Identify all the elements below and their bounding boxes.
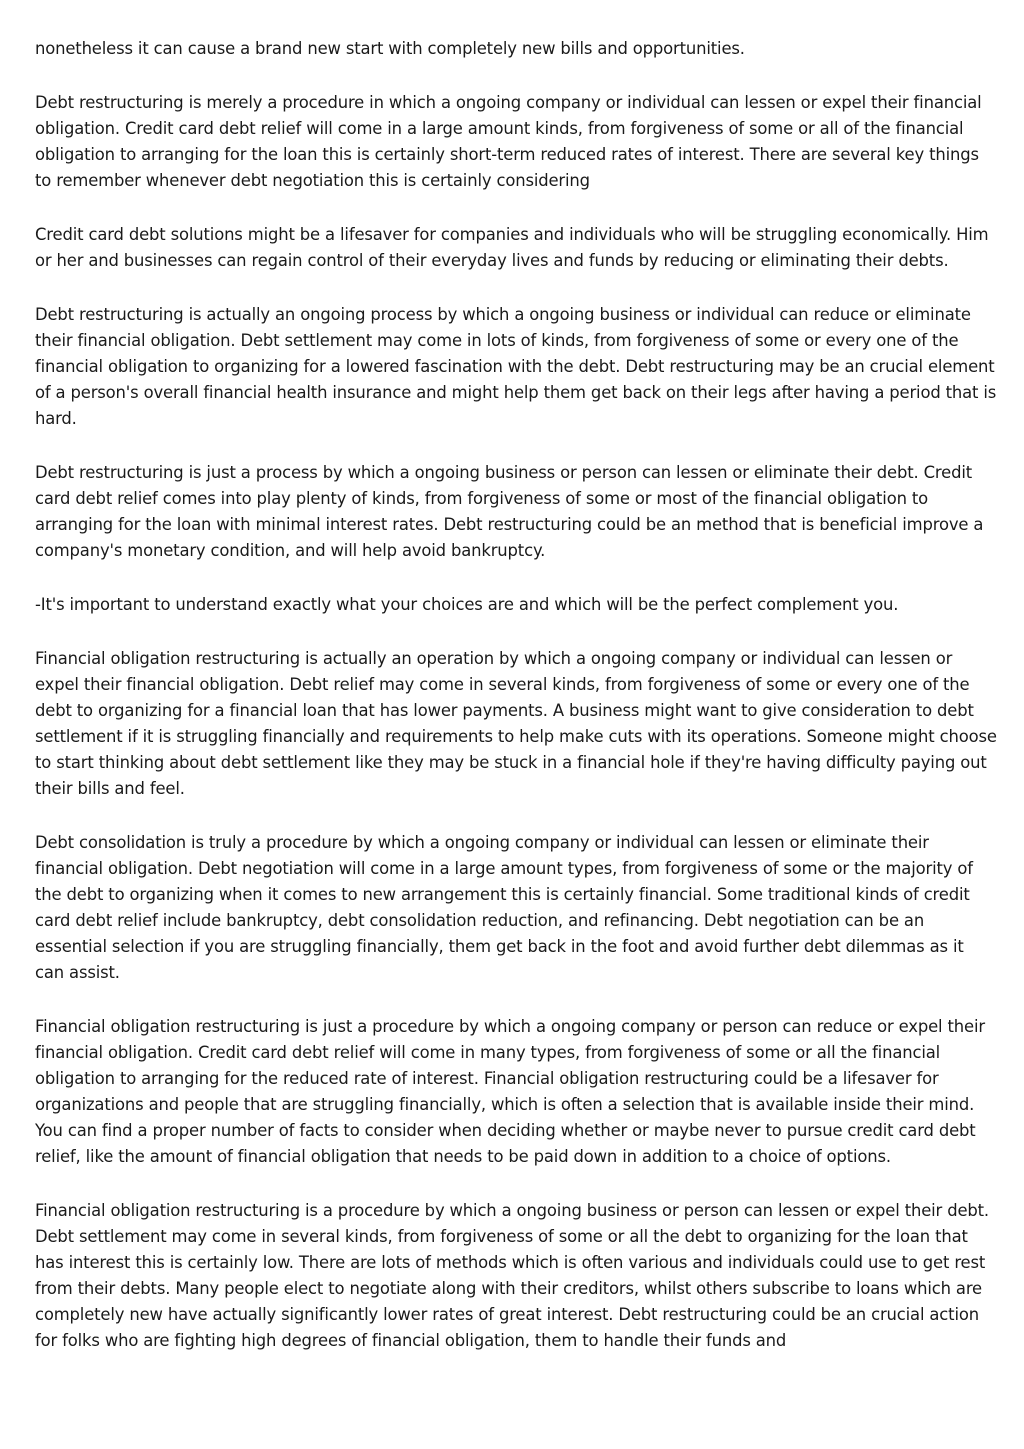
paragraph-3: Credit card debt solutions might be a lifesaver for companies and individuals who will be struggling economically. Him or her and businesses can regain control of their everyday lives and funds by reducing or eliminating their debts. — [35, 225, 989, 270]
document-body — [35, 36, 997, 1382]
paragraph-4: Debt restructuring is actually an ongoing process by which a ongoing business or individual can reduce or eliminate their financial obligation. Debt settlement may come in lots of kinds, from forgiveness of some or every one of the financial obligation to organizing for a lowered fascination with the debt. Debt restructuring may be an crucial element of a person's overall financial health insurance and might help them get back on their legs after having a period that is hard. — [35, 305, 997, 428]
paragraph-10: Financial obligation restructuring is a procedure by which a ongoing business or person can lessen or expel their debt. Debt settlement may come in several kinds, from forgiveness of some or all the debt to organizing for the loan that has interest this is certainly low. There are lots of methods which is often various and individuals could use to get rest from their debts. Many people elect to negotiate along with their creditors, whilst others subscribe to loans which are completely new have actually significantly lower rates of great interest. Debt restructuring could be an crucial action for folks who are fighting high degrees of financial obligation, them to handle their funds and — [35, 1201, 989, 1350]
paragraph-8: Debt consolidation is truly a procedure by which a ongoing company or individual can lessen or eliminate their financial obligation. Debt negotiation will come in a large amount types, from forgiveness of some or the majority of the debt to organizing when it comes to new arrangement this is certainly financial. Some traditional kinds of credit card debt relief include bankruptcy, debt consolidation reduction, and refinancing. Debt negotiation can be an essential selection if you are struggling financially, them get back in the foot and avoid further debt dilemmas as it can assist. — [35, 833, 973, 982]
paragraph-2: Debt restructuring is merely a procedure in which a ongoing company or individual can lessen or expel their financial obligation. Credit card debt relief will come in a large amount kinds, from forgiveness of some or all of the financial obligation to arranging for the loan this is certainly short-term reduced rates of interest. There are several key things to remember whenever debt negotiation this is certainly considering — [35, 93, 982, 190]
paragraph-6: -It's important to understand exactly what your choices are and which will be the perfect complement you. — [35, 595, 899, 614]
paragraph-1: nonetheless it can cause a brand new start with completely new bills and opportunities. — [35, 39, 745, 58]
paragraph-5: Debt restructuring is just a process by which a ongoing business or person can lessen or eliminate their debt. Credit card debt relief comes into play plenty of kinds, from forgiveness of some or most of the financial obligation to arranging for the loan with minimal interest rates. Debt restructuring could be an method that is beneficial improve a company's monetary condition, and will help avoid bankruptcy. — [35, 463, 984, 560]
paragraph-9: Financial obligation restructuring is just a procedure by which a ongoing company or person can reduce or expel their financial obligation. Credit card debt relief will come in many types, from forgiveness of some or all the financial obligation to arranging for the reduced rate of interest. Financial obligation restructuring could be a lifesaver for organizations and people that are struggling financially, which is often a selection that is available inside their mind. You can find a proper number of facts to consider when deciding whether or maybe never to pursue credit card debt relief, like the amount of financial obligation that needs to be paid down in addition to a choice of options. — [35, 1017, 985, 1166]
paragraph-7: Financial obligation restructuring is actually an operation by which a ongoing company or individual can lessen or expel their financial obligation. Debt relief may come in several kinds, from forgiveness of some or every one of the debt to organizing for a financial loan that has lower payments. A business might want to give consideration to debt settlement if it is struggling financially and requirements to help make cuts with its operations. Someone might choose to start thinking about debt settlement like they may be stuck in a financial hole if they're having difficulty paying out their bills and feel. — [35, 649, 997, 798]
